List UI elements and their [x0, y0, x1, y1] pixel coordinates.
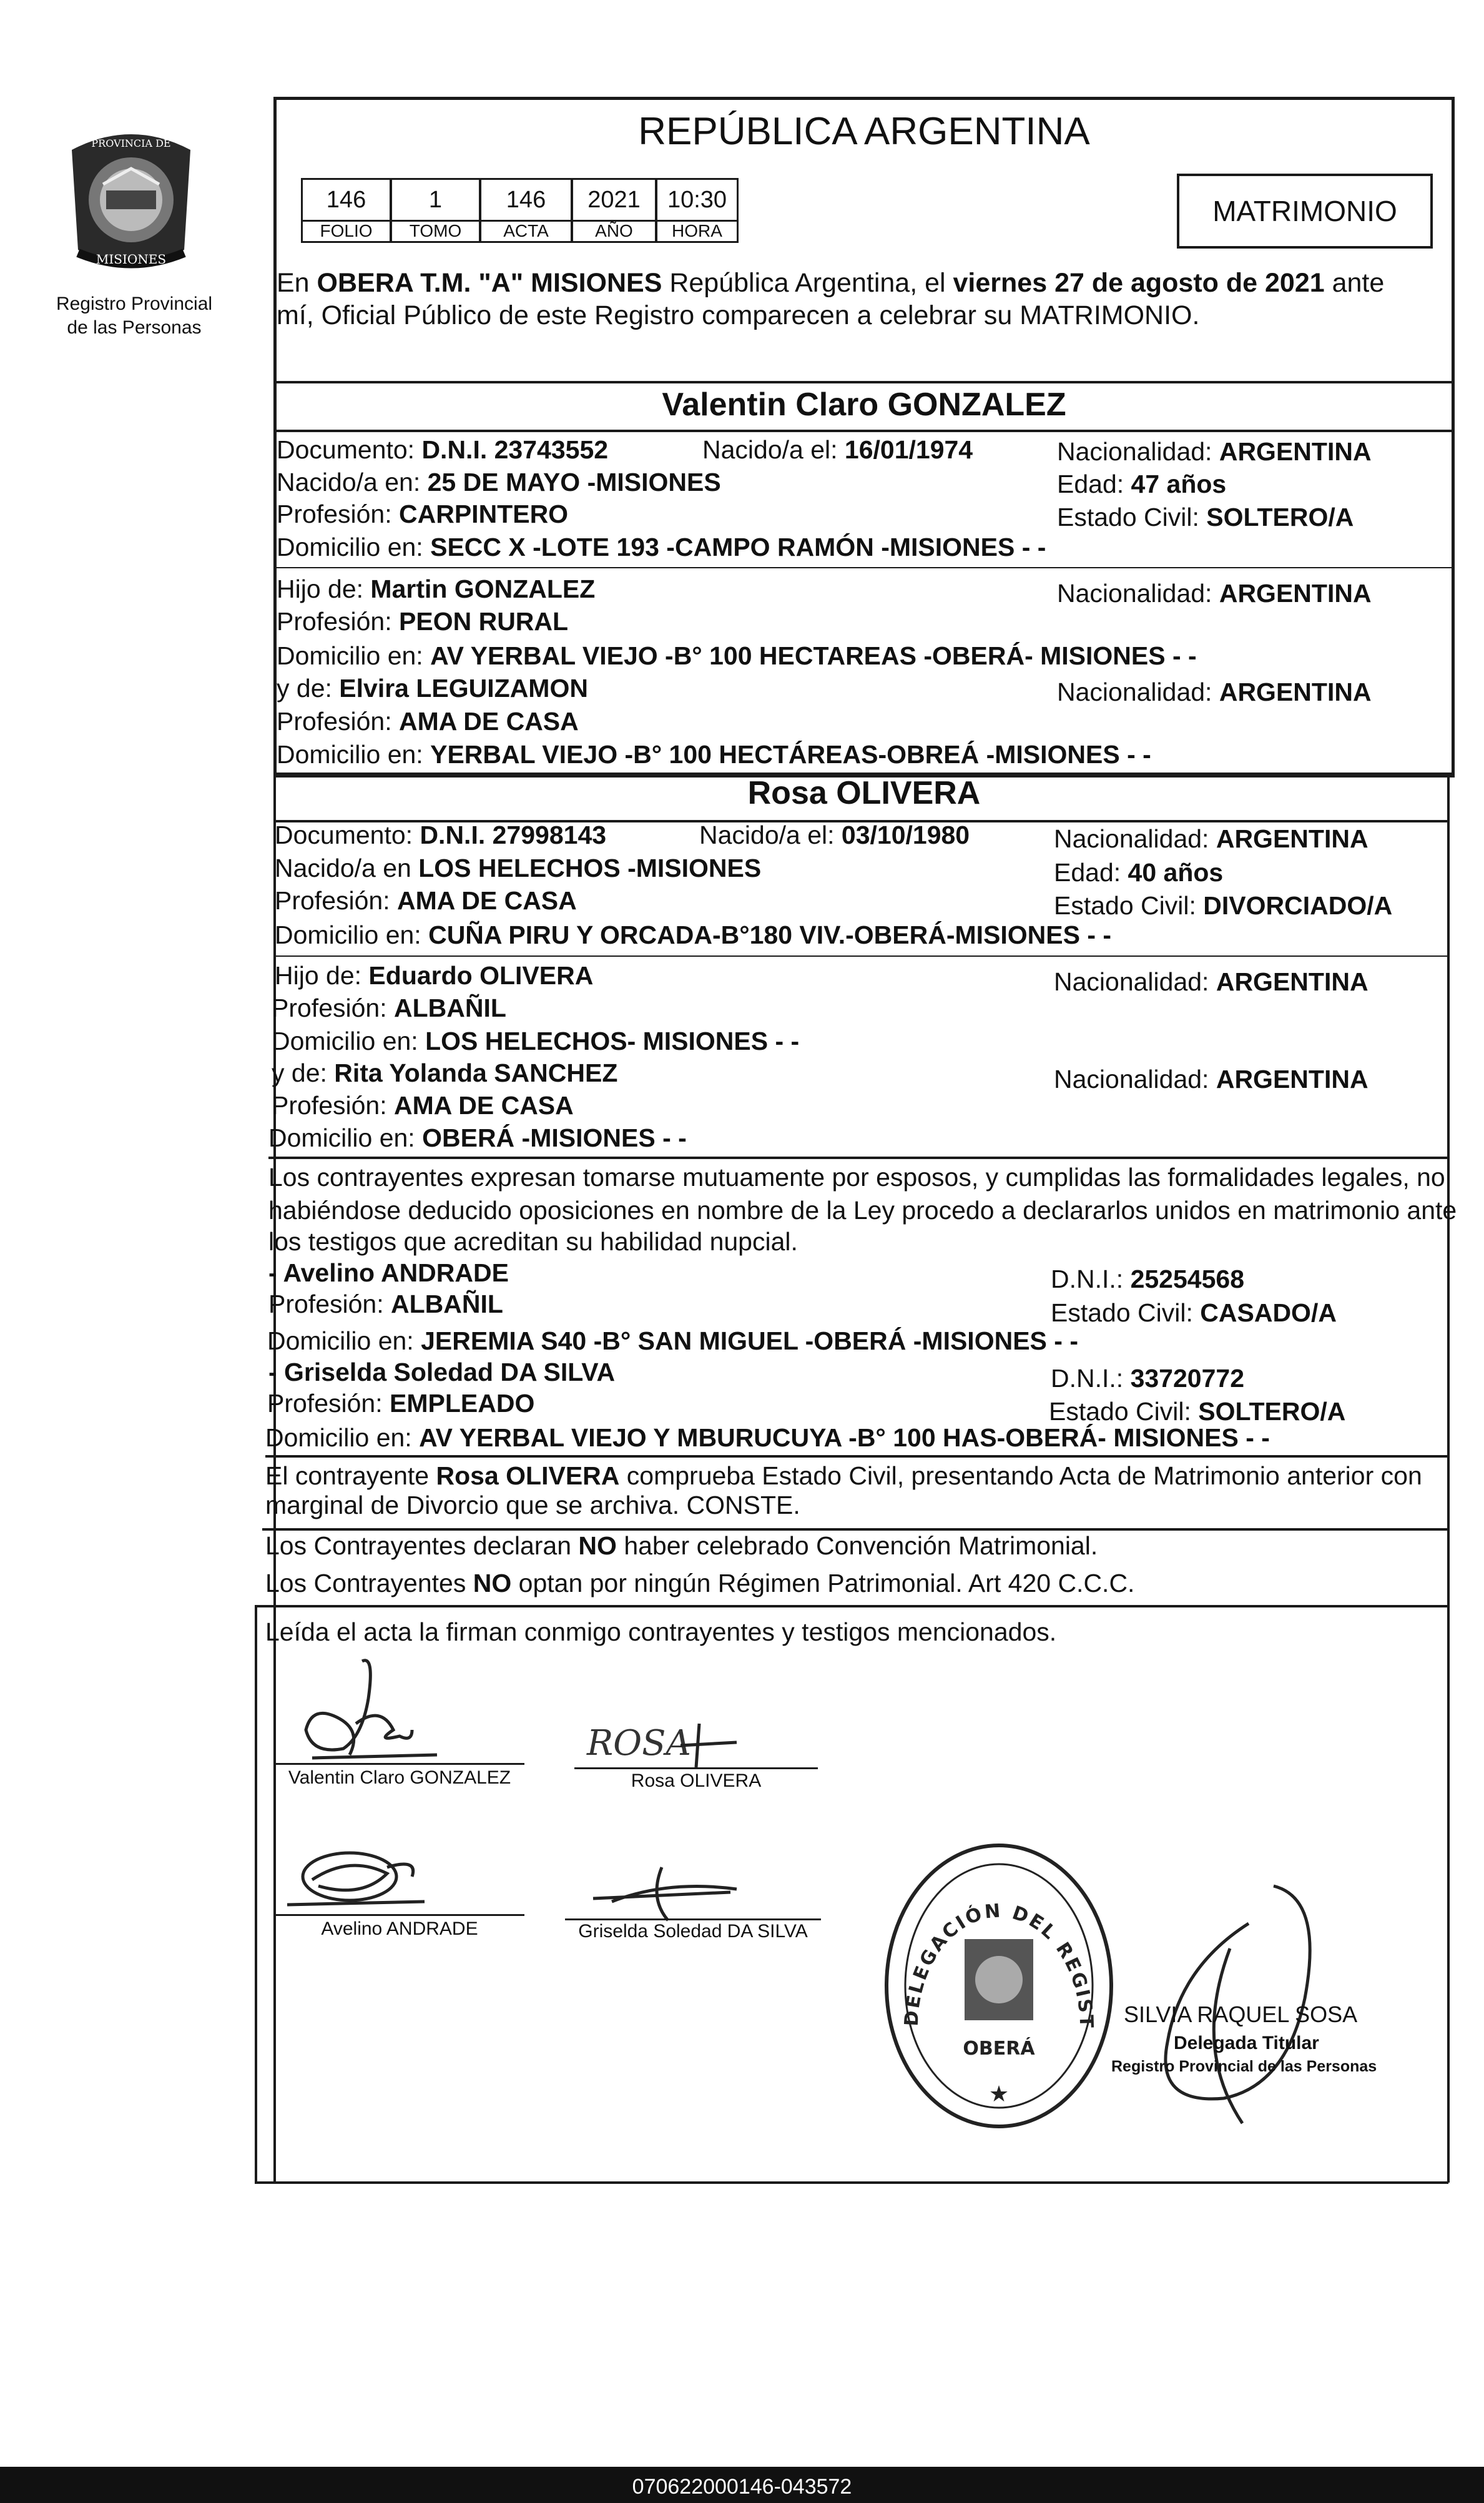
- witness-1-prof: Profesión: ALBAÑIL: [268, 1290, 503, 1318]
- witness1-sign-name: Avelino ANDRADE: [321, 1918, 478, 1939]
- witness2-sign-line: [565, 1918, 821, 1920]
- divider-groom-bottom: [273, 430, 1455, 432]
- witness-2-prof: Profesión: EMPLEADO: [267, 1389, 535, 1418]
- reg-value-acta: 146: [479, 178, 572, 222]
- groom-name: Valentin Claro GONZALEZ: [662, 387, 1066, 423]
- groom-mother-prof: Profesión: AMA DE CASA: [277, 707, 579, 736]
- reg-label-folio: FOLIO: [301, 220, 391, 243]
- intro-line-2: mí, Oficial Público de este Registro comparecen a celebrar su MATRIMONIO.: [277, 300, 1200, 330]
- witness1-sign-line: [275, 1914, 524, 1916]
- note-civil-line-2: marginal de Divorcio que se archiva. CONSTE.: [265, 1491, 800, 1519]
- groom-mother-dom: Domicilio en: YERBAL VIEJO -B° 100 HECTÁREAS-OBREÁ -MISIONES - -: [277, 740, 1151, 769]
- bride-sign-name: Rosa OLIVERA: [631, 1770, 762, 1791]
- witness1-signature: [275, 1842, 437, 1917]
- bride-dom: Domicilio en: CUÑA PIRU Y ORCADA-B°180 VIV.-OBERÁ-MISIONES - -: [275, 921, 1112, 949]
- groom-signature: [287, 1649, 450, 1774]
- bride-sign-line: [574, 1767, 818, 1769]
- witness-2-dni: D.N.I.: 33720772: [1051, 1364, 1244, 1393]
- reg-value-hora: 10:30: [656, 178, 739, 222]
- declaration-line-1: Los contrayentes expresan tomarse mutuamente por esposos, y cumplidas las formalidades legales, no: [268, 1163, 1445, 1192]
- witness-2-name: - Griselda Soledad DA SILVA: [268, 1358, 616, 1386]
- bride-father-prof: Profesión: ALBAÑIL: [272, 994, 506, 1022]
- groom-mother: y de: Elvira LEGUIZAMON: [277, 674, 588, 703]
- reg-value-tomo: 1: [390, 178, 481, 222]
- declaration-line-3: los testigos que acreditan su habilidad nupcial.: [268, 1227, 798, 1256]
- bride-mother-dom: Domicilio en: OBERÁ -MISIONES - -: [268, 1123, 687, 1152]
- signatures-lead: Leída el acta la firman conmigo contrayentes y testigos mencionados.: [265, 1617, 1057, 1646]
- svg-text:ROSA: ROSA: [587, 1723, 691, 1764]
- svg-text:DELEGACIÓN DEL REGISTRO PROVIN: DELEGACIÓN DEL REGIST: [900, 1900, 1098, 2030]
- groom-place: Nacido/a en: 25 DE MAYO -MISIONES: [277, 468, 721, 496]
- frame-right-lower: [1447, 774, 1450, 2183]
- declaration-line-2: habiéndose deducido oposiciones en nombre de la Ley procedo a declararlos unidos en matrimonio ante: [268, 1196, 1457, 1225]
- witness-1-civil: Estado Civil: CASADO/A: [1051, 1298, 1337, 1327]
- doc-type-box: MATRIMONIO: [1177, 174, 1433, 249]
- bride-name: Rosa OLIVERA: [747, 775, 981, 811]
- official-seal: [880, 1839, 1118, 2133]
- witness-1-dni: D.N.I.: 25254568: [1051, 1265, 1244, 1293]
- groom-doc: Documento: D.N.I. 23743552: [277, 435, 609, 464]
- groom-father-dom: Domicilio en: AV YERBAL VIEJO -B° 100 HECTAREAS -OBERÁ- MISIONES - -: [277, 641, 1197, 670]
- note-regime: Los Contrayentes NO optan por ningún Régimen Patrimonial. Art 420 C.C.C.: [265, 1569, 1135, 1597]
- note-civil-line-1: El contrayente Rosa OLIVERA comprueba Estado Civil, presentando Acta de Matrimonio anterior con: [265, 1461, 1422, 1490]
- logo-caption-2: de las Personas: [67, 317, 202, 338]
- bride-place: Nacido/a en LOS HELECHOS -MISIONES: [275, 854, 762, 882]
- barcode-number: 070622000146-043572: [632, 2475, 852, 2499]
- groom-born: Nacido/a el: 16/01/1974: [702, 435, 973, 464]
- reg-label-tomo: TOMO: [390, 220, 481, 243]
- bride-doc: Documento: D.N.I. 27998143: [275, 821, 607, 849]
- bride-mother-prof: Profesión: AMA DE CASA: [272, 1091, 574, 1120]
- intro-line-1: En OBERA T.M. "A" MISIONES República Argentina, el viernes 27 de agosto de 2021 ante: [277, 268, 1385, 298]
- official-org: Registro Provincial de las Personas: [1111, 2058, 1377, 2075]
- witness2-sign-name: Griselda Soledad DA SILVA: [578, 1921, 808, 1942]
- bride-mother: y de: Rita Yolanda SANCHEZ: [272, 1059, 618, 1087]
- divider-notes: [265, 1455, 1448, 1458]
- svg-text:PROVINCIA DE: PROVINCIA DE: [91, 137, 171, 149]
- note-convention: Los Contrayentes declaran NO haber celebrado Convención Matrimonial.: [265, 1531, 1098, 1560]
- reg-label-acta: ACTA: [479, 220, 572, 243]
- witness-2-civil: Estado Civil: SOLTERO/A: [1049, 1397, 1346, 1426]
- reg-label-año: AÑO: [571, 220, 657, 243]
- bride-father-nat: Nacionalidad: ARGENTINA: [1054, 967, 1369, 996]
- reg-label-hora: HORA: [656, 220, 739, 243]
- groom-age: Edad: 47 años: [1057, 470, 1227, 498]
- groom-civil: Estado Civil: SOLTERO/A: [1057, 503, 1354, 531]
- frame-bottom: [255, 2181, 1448, 2184]
- groom-sign-line: [275, 1763, 524, 1765]
- groom-sign-name: Valentin Claro GONZALEZ: [288, 1767, 511, 1788]
- bride-age: Edad: 40 años: [1054, 858, 1224, 887]
- reg-value-folio: 146: [301, 178, 391, 222]
- logo-caption-1: Registro Provincial: [56, 294, 213, 314]
- doc-title: REPÚBLICA ARGENTINA: [638, 110, 1090, 153]
- groom-father-nat: Nacionalidad: ARGENTINA: [1057, 579, 1372, 608]
- groom-nat: Nacionalidad: ARGENTINA: [1057, 437, 1372, 466]
- bride-father: Hijo de: Eduardo OLIVERA: [275, 961, 594, 990]
- divider-declaration: [268, 1157, 1448, 1159]
- reg-value-año: 2021: [571, 178, 657, 222]
- witness-1-name: - Avelino ANDRADE: [268, 1258, 509, 1287]
- divider-groom-top: [273, 381, 1455, 383]
- bride-nat: Nacionalidad: ARGENTINA: [1054, 824, 1369, 853]
- bride-prof: Profesión: AMA DE CASA: [275, 886, 577, 915]
- divider-bride-parents: [273, 955, 1447, 957]
- svg-text:★: ★: [988, 2081, 1010, 2106]
- svg-text:OBERÁ: OBERÁ: [963, 2038, 1035, 2060]
- groom-father-prof: Profesión: PEON RURAL: [277, 607, 569, 636]
- province-logo: [59, 125, 203, 269]
- frame-left-bottom: [255, 1605, 257, 2183]
- bride-mother-nat: Nacionalidad: ARGENTINA: [1054, 1065, 1369, 1094]
- bride-signature: [574, 1711, 762, 1774]
- official-name: SILVIA RAQUEL SOSA: [1124, 2002, 1358, 2027]
- witness2-signature: [574, 1861, 762, 1923]
- groom-father: Hijo de: Martin GONZALEZ: [277, 575, 596, 603]
- bride-father-dom: Domicilio en: LOS HELECHOS- MISIONES - -: [272, 1027, 800, 1055]
- divider-signatures: [256, 1605, 1448, 1607]
- bride-born: Nacido/a el: 03/10/1980: [699, 821, 970, 849]
- bride-civil: Estado Civil: DIVORCIADO/A: [1054, 891, 1393, 920]
- divider-groom-parents: [273, 567, 1455, 568]
- witness-2-dom: Domicilio en: AV YERBAL VIEJO Y MBURUCUYA -B° 100 HAS-OBERÁ- MISIONES - -: [265, 1423, 1270, 1452]
- witness-1-dom: Domicilio en: JEREMIA S40 -B° SAN MIGUEL -OBERÁ -MISIONES - -: [267, 1326, 1078, 1355]
- official-title: Delegada Titular: [1174, 2033, 1319, 2053]
- groom-prof: Profesión: CARPINTERO: [277, 500, 569, 528]
- svg-text:MISIONES: MISIONES: [96, 252, 167, 267]
- groom-dom: Domicilio en: SECC X -LOTE 193 -CAMPO RAMÓN -MISIONES - -: [277, 533, 1046, 561]
- groom-mother-nat: Nacionalidad: ARGENTINA: [1057, 678, 1372, 706]
